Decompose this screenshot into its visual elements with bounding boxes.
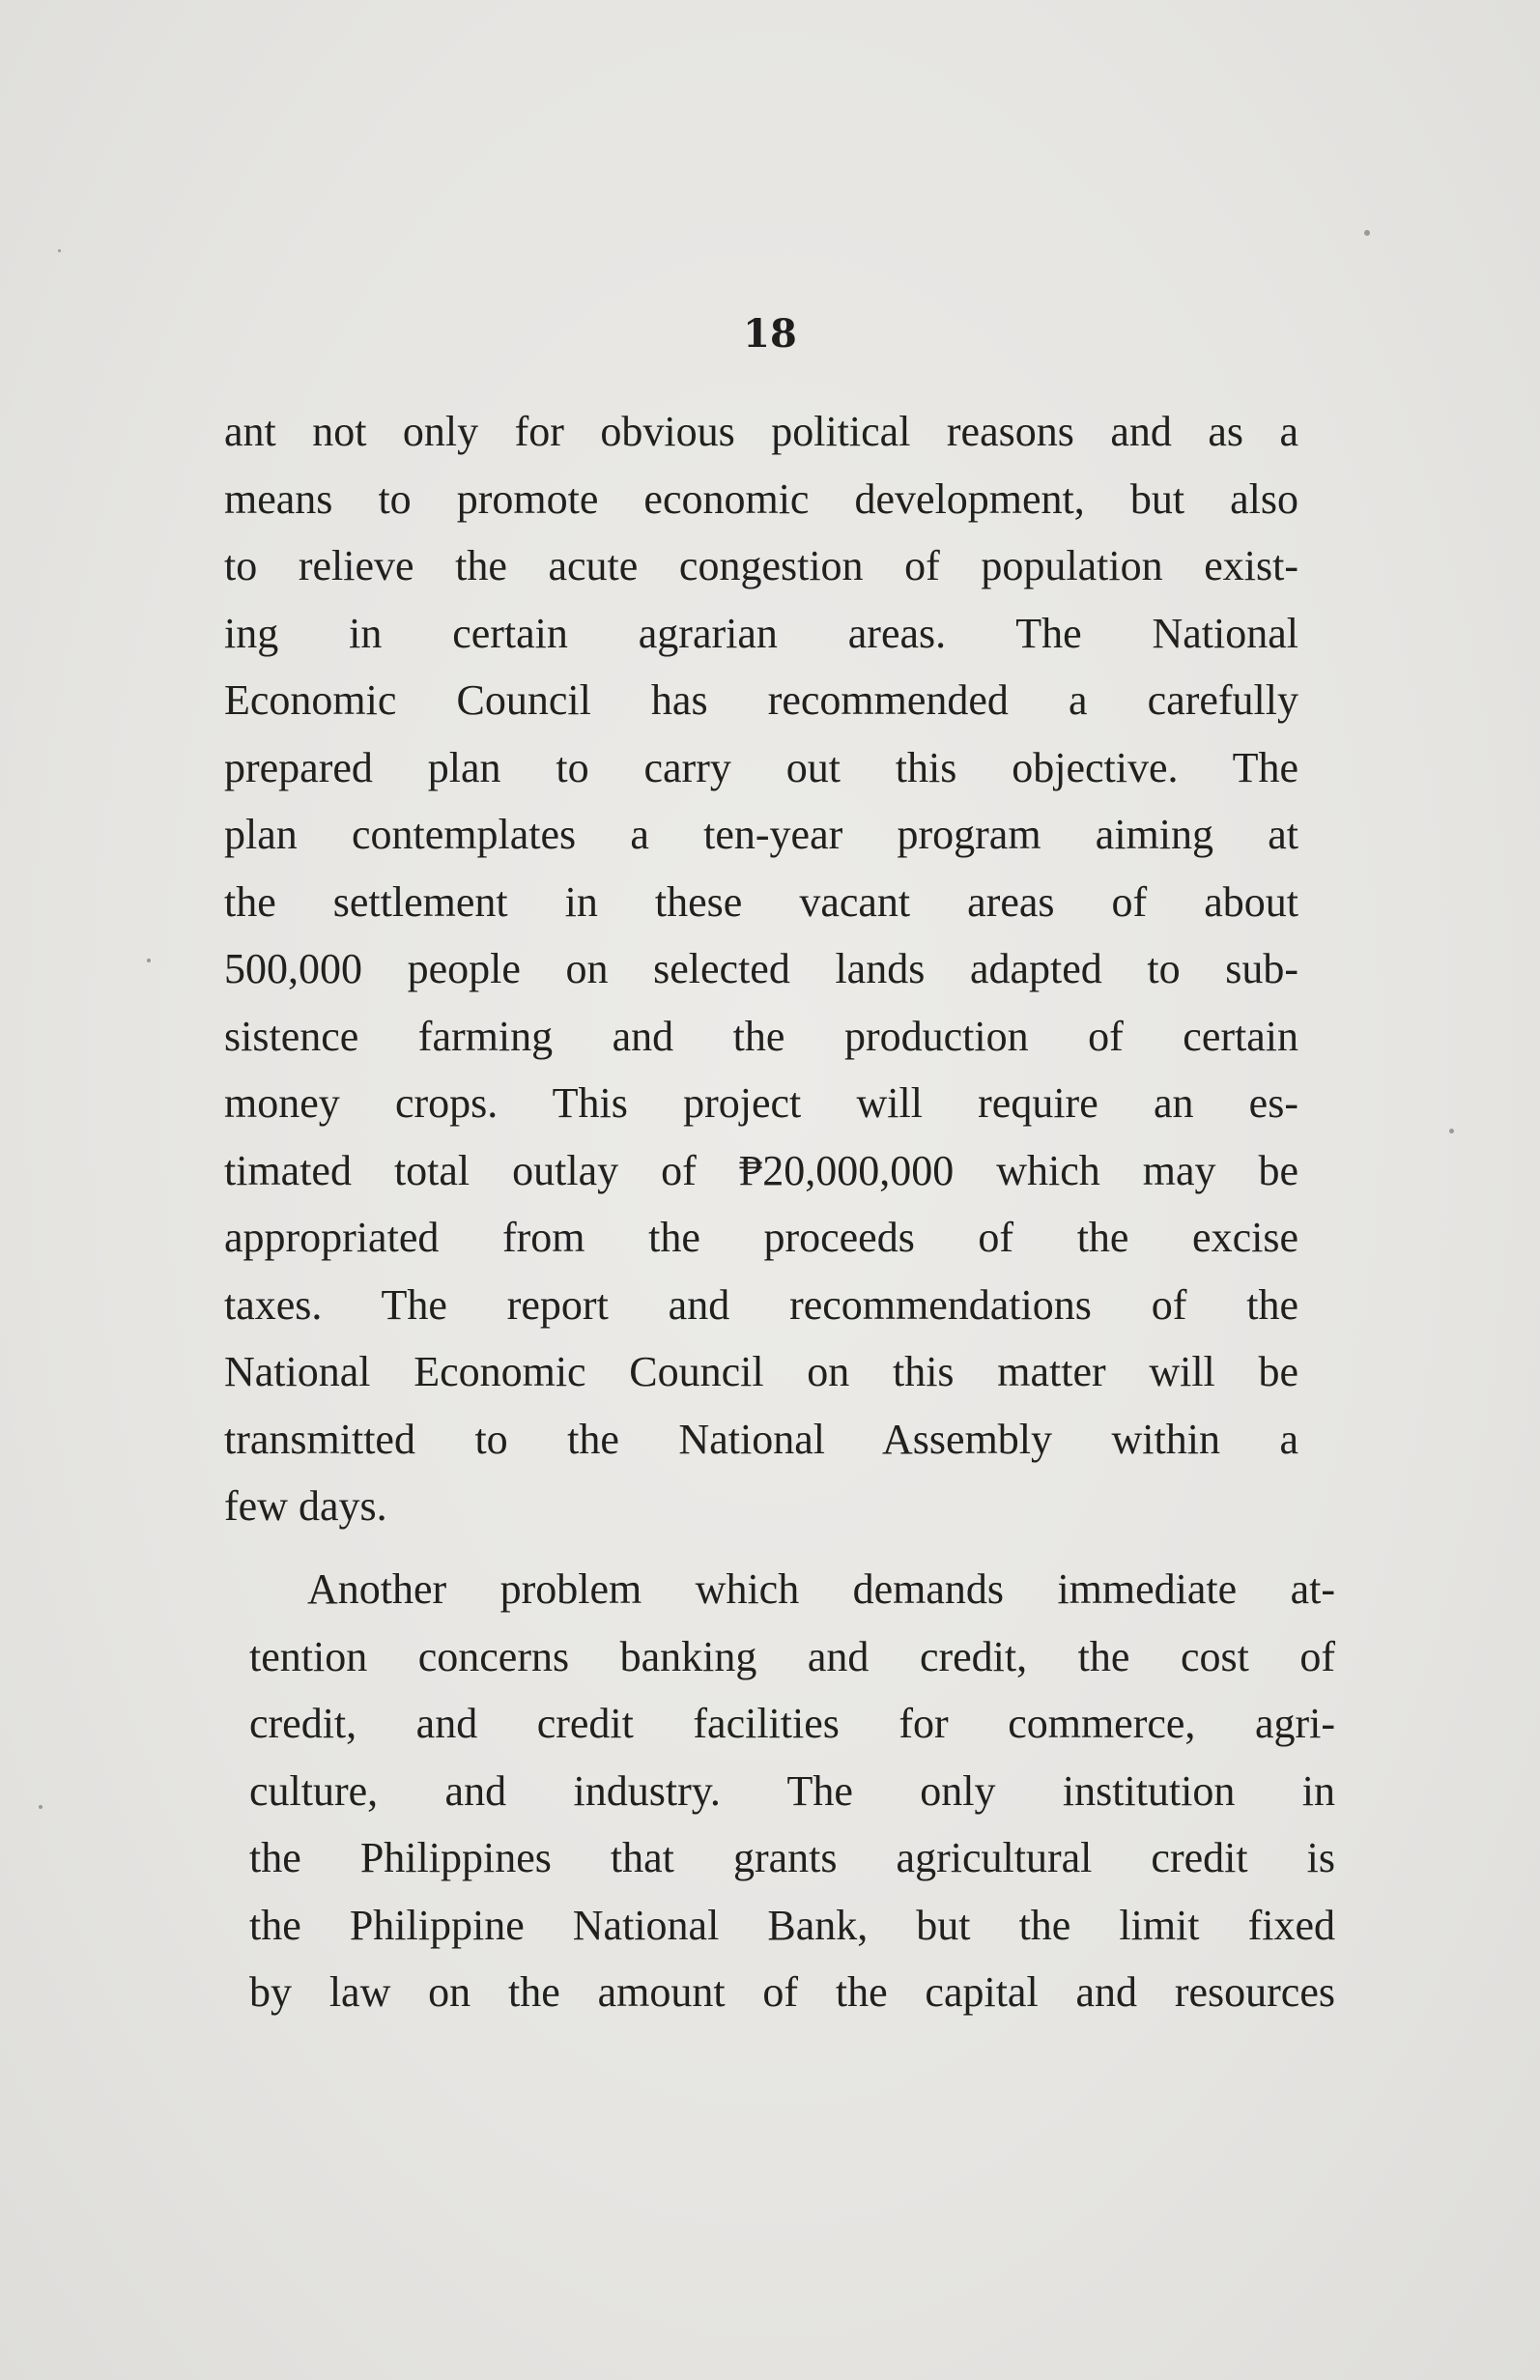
text-line: money crops. This project will require an es- (224, 1079, 1298, 1127)
paper-speck (39, 1805, 43, 1809)
text-line: plan contemplates a ten-year program aiming at (224, 811, 1298, 858)
paper-speck (1449, 1129, 1454, 1133)
text-line: sistence farming and the production of certain (224, 1012, 1298, 1060)
text-line: Another problem which demands immediate at- (307, 1565, 1335, 1613)
text-line: timated total outlay of ₱20,000,000 which may be (224, 1146, 1298, 1194)
text-line: few days. (224, 1482, 387, 1530)
paper-speck (1364, 230, 1370, 236)
text-line: taxes. The report and recommendations of the (224, 1280, 1298, 1329)
text-line: credit, and credit facilities for commerce, agri- (249, 1700, 1335, 1747)
text-line: ant not only for obvious political reasons and as a (224, 408, 1298, 455)
text-line: tention concerns banking and credit, the cost of (249, 1632, 1335, 1680)
paper-speck (58, 249, 61, 252)
text-line: the settlement in these vacant areas of about (224, 877, 1298, 926)
page-number: 18 (743, 311, 797, 357)
text-line: 500,000 people on selected lands adapted to sub- (224, 945, 1298, 992)
text-line: the Philippine National Bank, but the limit fixed (249, 1901, 1335, 1949)
text-line: culture, and industry. The only institution in (249, 1766, 1335, 1815)
text-line: the Philippines that grants agricultural credit is (249, 1834, 1335, 1881)
text-line: to relieve the acute congestion of population exist- (224, 542, 1298, 589)
text-line: means to promote economic development, but also (224, 474, 1298, 523)
text-line: Economic Council has recommended a carefully (224, 676, 1298, 724)
text-line: ing in certain agrarian areas. The National (224, 609, 1298, 657)
text-line: prepared plan to carry out this objective. The (224, 743, 1298, 791)
text-line: appropriated from the proceeds of the excise (224, 1214, 1298, 1261)
paragraph-2 (249, 1556, 1335, 2026)
text-line: transmitted to the National Assembly within a (224, 1415, 1298, 1463)
paragraph-1 (224, 398, 1298, 1540)
text-line: by law on the amount of the capital and resources (249, 1968, 1335, 2016)
paper-speck (147, 959, 151, 962)
text-line: National Economic Council on this matter will be (224, 1348, 1298, 1395)
